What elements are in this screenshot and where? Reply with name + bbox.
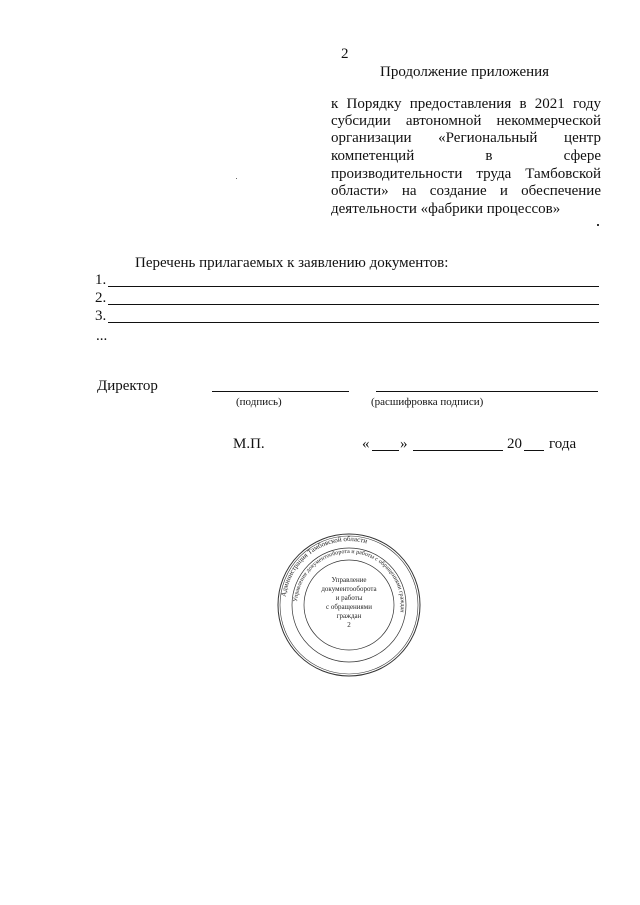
signature-line xyxy=(212,391,349,392)
list-item-number: 1. xyxy=(95,272,107,288)
scan-speck xyxy=(597,224,599,226)
documents-list-heading: Перечень прилагаемых к заявлению документов: xyxy=(135,255,449,271)
appendix-line: производительности труда Тамбовской xyxy=(331,166,601,182)
year-suffix: года xyxy=(549,436,577,452)
list-item-blank-line xyxy=(108,286,599,287)
appendix-line: к Порядку предоставления в 2021 году xyxy=(331,96,601,112)
page-number: 2 xyxy=(341,46,349,62)
list-item-number: 2. xyxy=(95,290,107,306)
director-label: Директор xyxy=(97,378,158,394)
date-month-line xyxy=(413,450,503,451)
date-year-line xyxy=(524,450,544,451)
official-stamp xyxy=(276,532,422,678)
signature-caption: (подпись) xyxy=(236,396,282,408)
stamp-inner-line: граждан xyxy=(336,612,362,620)
name-decoding-line xyxy=(376,391,598,392)
appendix-line: компетенций в сфере xyxy=(331,148,601,164)
stamp-inner-line: и работы xyxy=(335,594,363,602)
year-prefix: 20 xyxy=(507,436,522,452)
appendix-line-last: деятельности «фабрики процессов» xyxy=(331,201,561,217)
appendix-line: организации «Региональный центр xyxy=(331,130,601,146)
appendix-line: субсидии автономной некоммерческой xyxy=(331,113,601,129)
stamp-inner-line: 2 xyxy=(347,621,351,629)
seal-place-label: М.П. xyxy=(233,436,265,452)
appendix-title: Продолжение приложения xyxy=(380,64,550,80)
list-item-number: 3. xyxy=(95,308,107,324)
stamp-inner-line: с обращениями xyxy=(326,603,372,611)
date-quote-open: « xyxy=(362,436,370,452)
date-quote-close: » xyxy=(400,436,408,452)
svg-text:Администрация Тамбовской облас: Администрация Тамбовской области xyxy=(279,534,369,598)
list-item-blank-line xyxy=(108,304,599,305)
date-day-line xyxy=(372,450,399,451)
list-ellipsis: ... xyxy=(96,328,108,344)
stamp-inner-line: Управление xyxy=(331,576,367,584)
list-item-blank-line xyxy=(108,322,599,323)
appendix-line: области» на создание и обеспечение xyxy=(331,183,601,199)
scan-speck xyxy=(236,178,237,179)
name-decoding-caption: (расшифровка подписи) xyxy=(371,396,484,408)
stamp-inner-line: документооборота xyxy=(321,585,377,593)
svg-text:Управление документооборота и: Управление документооборота и работы с обращениями граждан xyxy=(293,548,406,613)
